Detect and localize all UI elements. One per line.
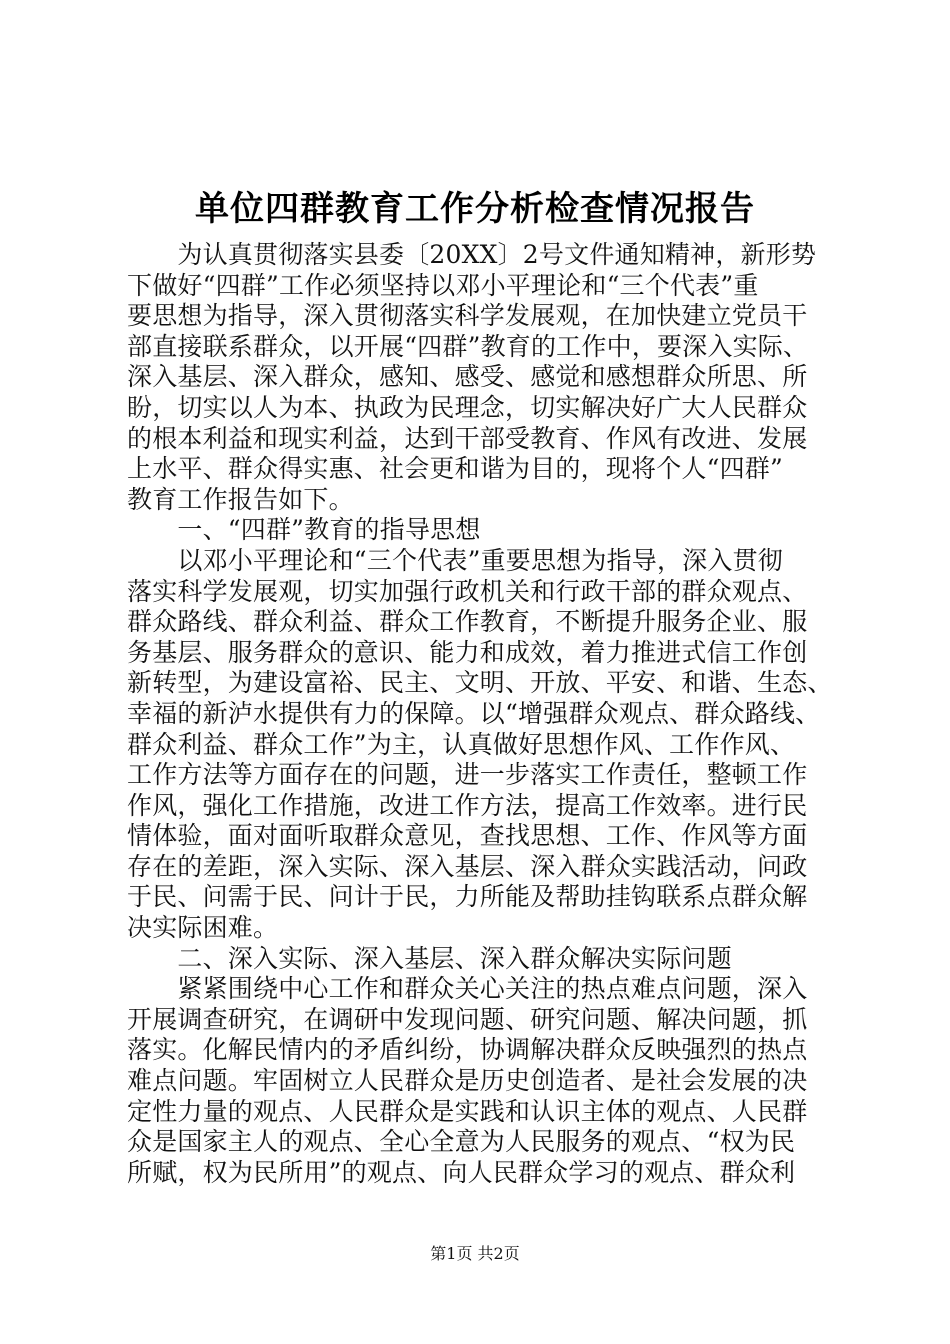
body-line: 要思想为指导，深入贯彻落实科学发展观，在加快建立党员干 bbox=[127, 301, 808, 331]
body-line: 新转型，为建设富裕、民主、文明、开放、平安、和谐、生态、 bbox=[127, 668, 833, 698]
body-line: 群众路线、群众利益、群众工作教育，不断提升服务企业、服 bbox=[127, 607, 808, 637]
body-line: 的根本利益和现实利益，达到干部受教育、作风有改进、发展 bbox=[127, 423, 808, 453]
body-line: 以邓小平理论和“三个代表”重要思想为指导，深入贯彻 bbox=[127, 545, 783, 575]
body-line: 幸福的新泸水提供有力的保障。以“增强群众观点、群众路线、 bbox=[127, 698, 821, 728]
body-line: 务基层、服务群众的意识、能力和成效，着力推进式信工作创 bbox=[127, 637, 808, 667]
body-line: 上水平、群众得实惠、社会更和谐为目的，现将个人“四群” bbox=[127, 454, 783, 484]
body-line: 群众利益、群众工作”为主，认真做好思想作风、工作作风、 bbox=[127, 729, 796, 759]
body-line: 紧紧围绕中心工作和群众关心关注的热点难点问题，深入 bbox=[127, 974, 808, 1004]
page-footer: 第1页 共2页 bbox=[430, 1244, 520, 1263]
section-heading: 二、深入实际、深入基层、深入群众解决实际问题 bbox=[127, 943, 732, 973]
body-line: 存在的差距，深入实际、深入基层、深入群众实践活动，问政 bbox=[127, 851, 808, 881]
body-line: 情体验，面对面听取群众意见，查找思想、工作、作风等方面 bbox=[127, 821, 808, 851]
body-line: 开展调查研究，在调研中发现问题、研究问题、解决问题，抓 bbox=[127, 1004, 808, 1034]
body-line: 为认真贯彻落实县委〔20XX〕2号文件通知精神，新形势 bbox=[127, 240, 817, 269]
body-line: 落实。化解民情内的矛盾纠纷，协调解决群众反映强烈的热点 bbox=[127, 1035, 808, 1065]
body-line: 落实科学发展观，切实加强行政机关和行政干部的群众观点、 bbox=[127, 576, 808, 606]
body-line: 决实际困难。 bbox=[127, 913, 279, 943]
body-line: 定性力量的观点、人民群众是实践和认识主体的观点、人民群 bbox=[127, 1096, 808, 1126]
body-line: 于民、问需于民、问计于民，力所能及帮助挂钩联系点群众解 bbox=[127, 882, 808, 912]
section-heading: 一、“四群”教育的指导思想 bbox=[127, 515, 481, 545]
body-line: 工作方法等方面存在的问题，进一步落实工作责任，整顿工作 bbox=[127, 760, 808, 790]
document-body bbox=[127, 240, 853, 1188]
document-title: 单位四群教育工作分析检查情况报告 bbox=[195, 189, 755, 229]
body-line: 盼，切实以人为本、执政为民理念，切实解决好广大人民群众 bbox=[127, 392, 808, 422]
body-line: 难点问题。牢固树立人民群众是历史创造者、是社会发展的决 bbox=[127, 1066, 808, 1096]
body-line: 所赋，权为民所用”的观点、向人民群众学习的观点、群众利 bbox=[127, 1157, 796, 1187]
body-line: 众是国家主人的观点、全心全意为人民服务的观点、“权为民 bbox=[127, 1127, 796, 1157]
body-line: 深入基层、深入群众，感知、感受、感觉和感想群众所思、所 bbox=[127, 362, 808, 392]
body-line: 作风，强化工作措施，改进工作方法，提高工作效率。进行民 bbox=[127, 790, 808, 820]
body-line: 部直接联系群众，以开展“四群”教育的工作中，要深入实际、 bbox=[127, 331, 809, 361]
body-line: 下做好“四群”工作必须坚持以邓小平理论和“三个代表”重 bbox=[127, 270, 759, 300]
body-line: 教育工作报告如下。 bbox=[127, 484, 354, 514]
